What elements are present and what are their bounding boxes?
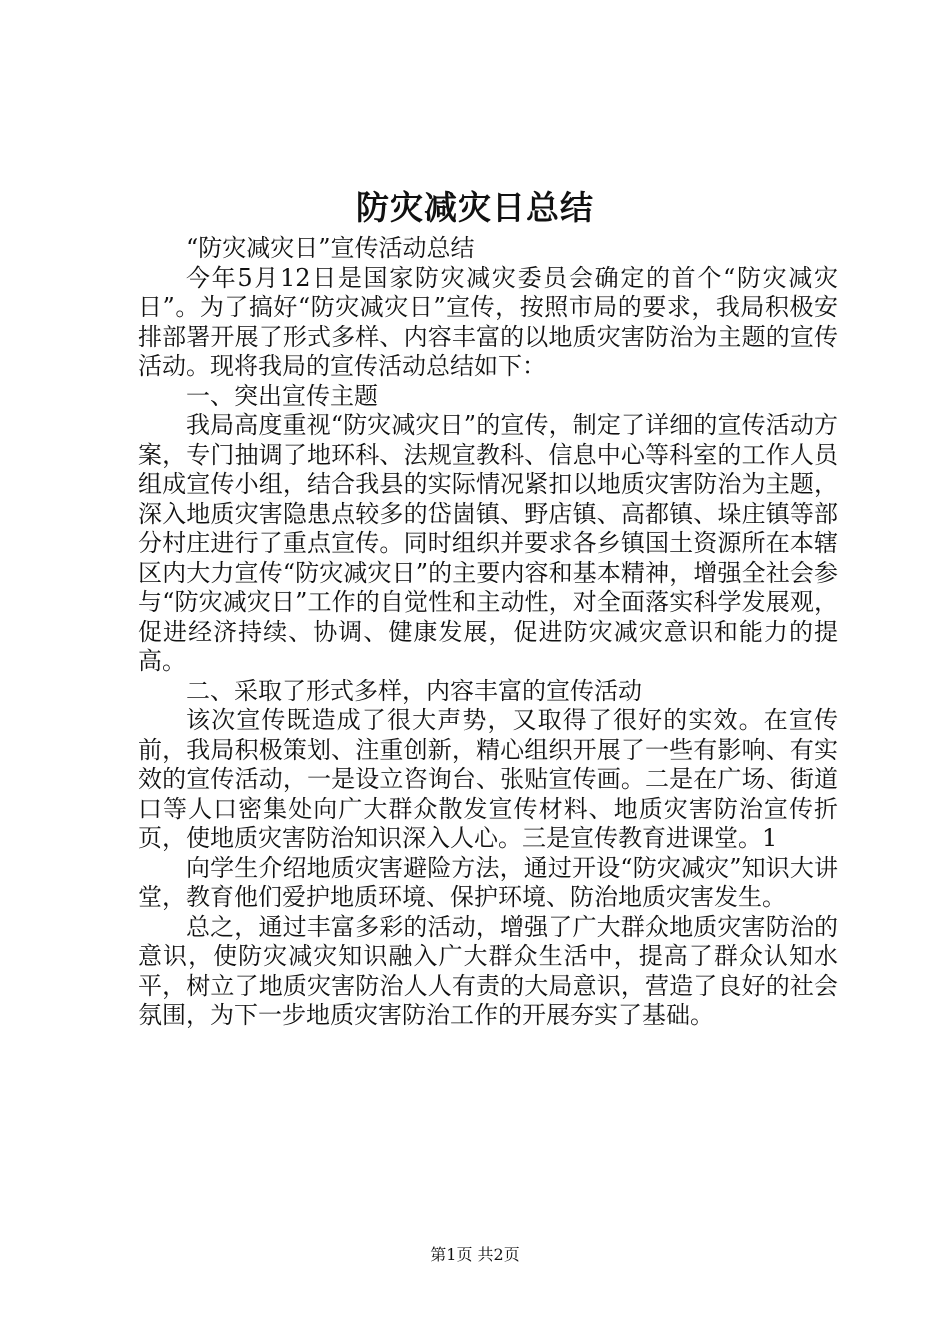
paragraph-section-1: 我局高度重视“防灾减灾日”的宣传，制定了详细的宣传活动方案，专门抽调了地环科、法规宣教科、信息中心等科室的工作人员组成宣传小组，结合我县的实际情况紧扣以地质灾害防治为主题，深入地质灾害隐患点较多的岱崮镇、野店镇、高都镇、垛庄镇等部分村庄进行了重点宣传。同时组织并要求各乡镇国土资源所在本辖区内大力宣传“防灾减灾日”的主要内容和基本精神，增强全社会参与“防灾减灾日”工作的自觉性和主动性，对全面落实科学发展观，促进经济持续、协调、健康发展，促进防灾减灾意识和能力的提高。 bbox=[138, 411, 838, 675]
paragraph-conclusion: 总之，通过丰富多彩的活动，增强了广大群众地质灾害防治的意识，使防灾减灾知识融入广大群众生活中，提高了群众认知水平，树立了地质灾害防治人人有责的大局意识，营造了良好的社会氛围，为下一步地质灾害防治工作的开展夯实了基础。 bbox=[138, 912, 838, 1029]
document-title: 防灾减灾日总结 bbox=[356, 188, 594, 227]
section-heading-1: 一、突出宣传主题 bbox=[186, 381, 378, 410]
paragraph-intro: 今年5月12日是国家防灾减灾委员会确定的首个“防灾减灾日”。为了搞好“防灾减灾日”宣传，按照市局的要求，我局积极安排部署开展了形式多样、内容丰富的以地质灾害防治为主题的宣传活动。现将我局的宣传活动总结如下： bbox=[138, 263, 838, 380]
document-body bbox=[138, 234, 838, 1031]
section-heading-2: 二、采取了形式多样，内容丰富的宣传活动 bbox=[186, 676, 642, 705]
page-number-footer: 第1页 共2页 bbox=[430, 1245, 520, 1264]
paragraph-students: 向学生介绍地质灾害避险方法，通过开设“防灾减灾”知识大讲堂，教育他们爱护地质环境、保护环境、防治地质灾害发生。 bbox=[138, 853, 838, 911]
paragraph-subtitle: “防灾减灾日”宣传活动总结 bbox=[186, 234, 475, 262]
paragraph-section-2: 该次宣传既造成了很大声势，又取得了很好的实效。在宣传前，我局积极策划、注重创新，精心组织开展了一些有影响、有实效的宣传活动，一是设立咨询台、张贴宣传画。二是在广场、街道口等人口密集处向广大群众散发宣传材料、地质灾害防治宣传折页，使地质灾害防治知识深入人心。三是宣传教育进课堂。1 bbox=[138, 706, 838, 852]
